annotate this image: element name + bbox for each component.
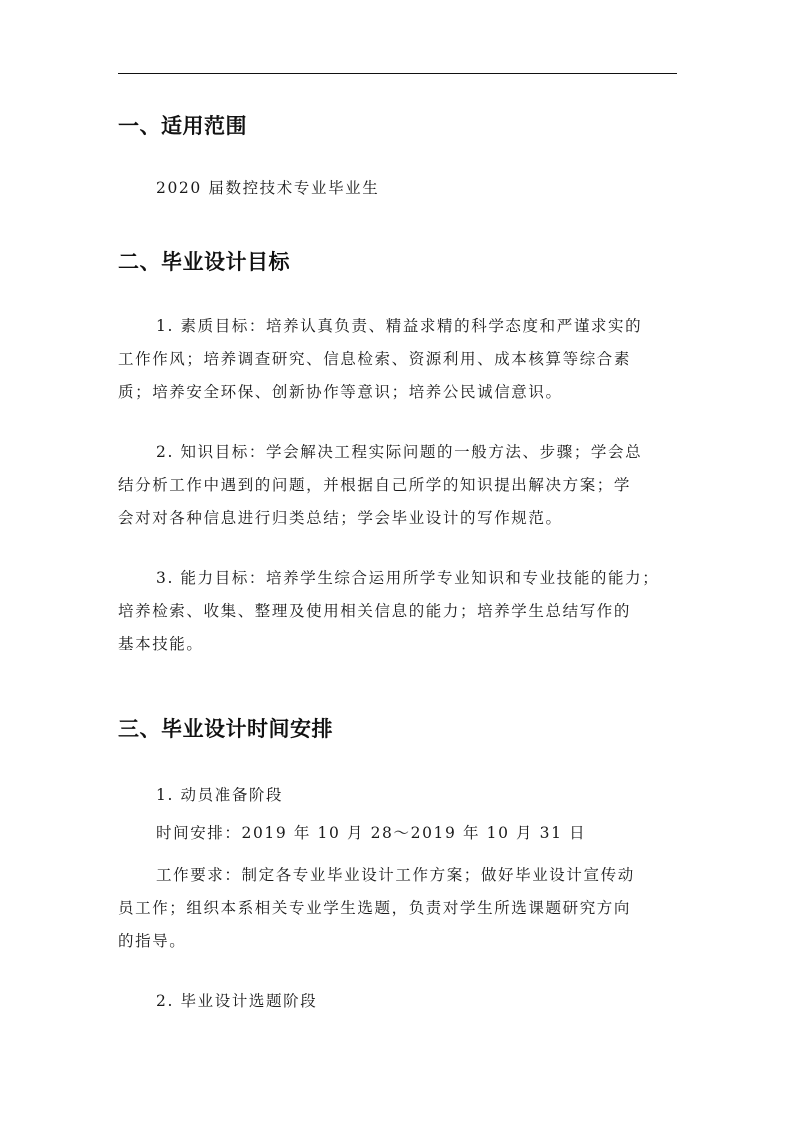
- paragraph-line: 3. 能力目标：培养学生综合运用所学专业知识和专业技能的能力；: [156, 569, 660, 587]
- phase2-title: 2. 毕业设计选题阶段: [156, 992, 318, 1010]
- paragraph-line: 员工作；组织本系相关专业学生选题，负责对学生所选课题研究方向: [118, 899, 632, 917]
- phase1-time: 时间安排：2019 年 10 月 28～2019 年 10 月 31 日: [156, 824, 587, 842]
- paragraph-line: 结分析工作中遇到的问题，并根据自己所学的知识提出解决方案；学: [118, 476, 632, 494]
- phase1-requirements-paragraph: [118, 859, 678, 958]
- section-heading-schedule: 三、毕业设计时间安排: [118, 717, 333, 741]
- header-rule: [118, 73, 677, 74]
- paragraph-line: 基本技能。: [118, 635, 204, 653]
- scope-text: 2020 届数控技术专业毕业生: [156, 179, 380, 197]
- goal-quality-paragraph: [118, 310, 678, 409]
- phase1-title: 1. 动员准备阶段: [156, 786, 284, 804]
- section-heading-scope: 一、适用范围: [118, 114, 247, 138]
- paragraph-line: 培养检索、收集、整理及使用相关信息的能力；培养学生总结写作的: [118, 602, 632, 620]
- paragraph-line: 工作作风；培养调查研究、信息检索、资源利用、成本核算等综合素: [118, 350, 632, 368]
- section-heading-goals: 二、毕业设计目标: [118, 250, 290, 274]
- paragraph-line: 工作要求：制定各专业毕业设计工作方案；做好毕业设计宣传动: [156, 866, 635, 884]
- goal-knowledge-paragraph: [118, 436, 678, 535]
- goal-ability-paragraph: [118, 562, 678, 661]
- paragraph-line: 的指导。: [118, 932, 187, 950]
- paragraph-line: 质；培养安全环保、创新协作等意识；培养公民诚信意识。: [118, 383, 563, 401]
- paragraph-line: 会对对各种信息进行归类总结；学会毕业设计的写作规范。: [118, 509, 563, 527]
- paragraph-line: 1. 素质目标：培养认真负责、精益求精的科学态度和严谨求实的: [156, 317, 643, 335]
- paragraph-line: 2. 知识目标：学会解决工程实际问题的一般方法、步骤；学会总: [156, 443, 643, 461]
